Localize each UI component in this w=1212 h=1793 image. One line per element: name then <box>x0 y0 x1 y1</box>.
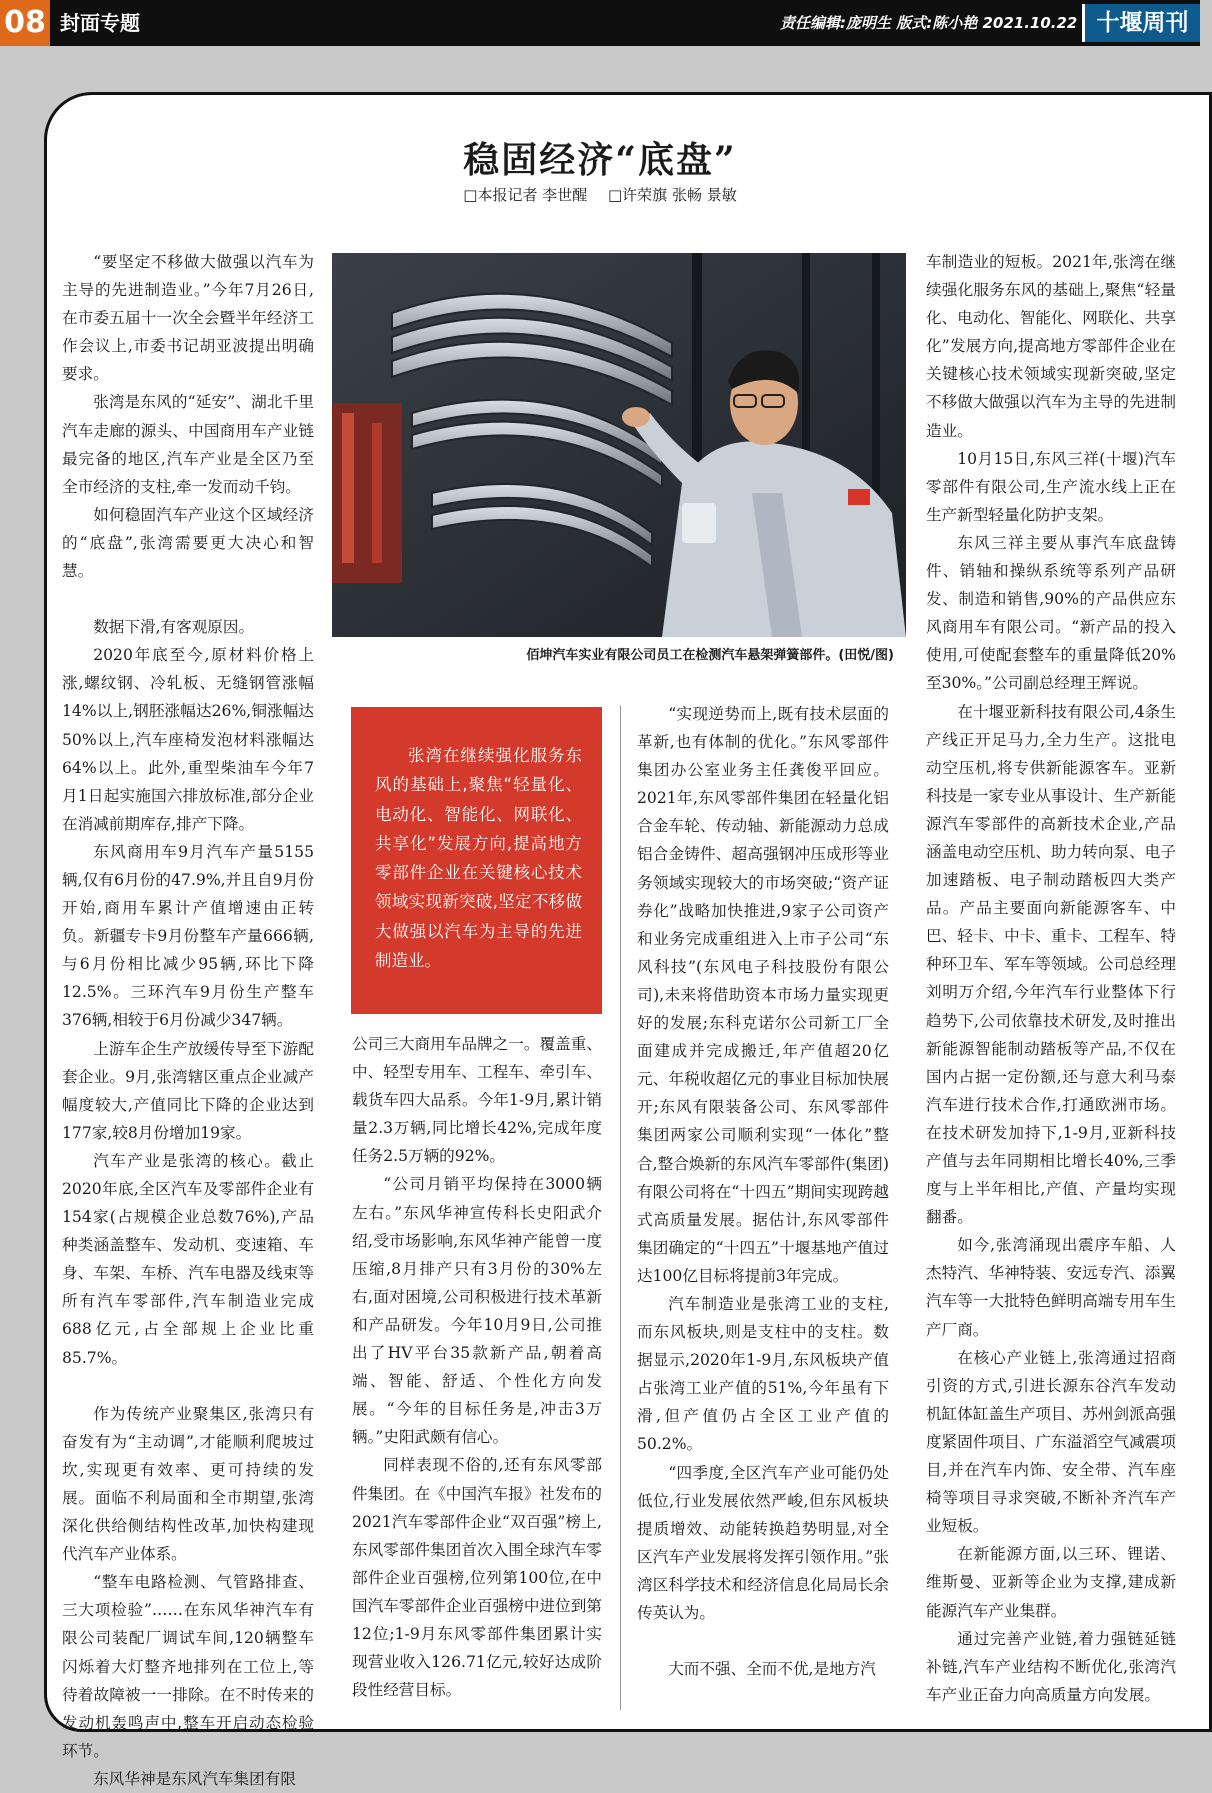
paragraph: 在核心产业链上,张湾通过招商引资的方式,引进长源东谷汽车发动机缸体缸盖生产项目、苏州剑派高强度紧固件项目、广东溢滔空气减震项目,并在汽车内饰、安全带、汽车座椅等项目寻求突破,不断补齐汽车产业短板。 <box>926 1348 1176 1536</box>
photo-caption: 佰坤汽车实业有限公司员工在检测汽车悬架弹簧部件。(田悦/图) <box>526 648 894 663</box>
paragraph: 数据下滑,有客观原因。 <box>93 618 255 637</box>
text-column-2 <box>352 1030 602 1704</box>
paragraph: “实现逆势而上,既有技术层面的革新,也有体制的优化。”东风零部件集团办公室业务主任龚俊平回应。2021年,东风零部件集团在轻量化铝合金车轮、传动轴、新能源动力总成铝合金铸件、超高强钢冲压成形等业务领域实现较大的市场突破;“资产证券化”战略加快推进,9家子公司资产和业务完成重组进入上市子公司“东风科技”(东风电子科技股份有限公司),未来将借助资本市场力量实现更好的发展;东科克诺尔公司新工厂全面建成并完成搬迁,年产值超20亿元、年税收超亿元的事业目标加快展开;东风有限装备公司、东风零部件集团两家公司顺利实现“一体化”整合,整合焕新的东风汽车零部件(集团)有限公司将在“十四五”期间实现跨越式高质量发展。据估计,东风零部件集团确定的“十四五”十堰基地产值过达100亿目标将提前3年完成。 <box>637 705 889 1285</box>
article-title: 稳固经济“底盘” <box>463 139 737 181</box>
paragraph: 在新能源方面,以三环、锂诺、维斯曼、亚新等企业为支撑,建成新能源汽车产业集群。 <box>926 1545 1176 1620</box>
paragraph: 汽车产业是张湾的核心。截止2020年底,全区汽车及零部件企业有154家(占规模企业总数76%),产品种类涵盖整车、发动机、变速箱、车身、车架、车桥、汽车电器及线束等所有汽车零部件,汽车制造业完成688亿元,占全部规上企业比重85.7%。 <box>62 1151 314 1367</box>
paragraph: 作为传统产业聚集区,张湾只有奋发有为“主动调”,才能顺利爬坡过坎,实现更有效率、更可持续的发展。面临不利局面和全市期望,张湾深化供给侧结构性改革,加快构建现代汽车产业体系。 <box>62 1404 314 1564</box>
pull-quote <box>351 707 602 1014</box>
paragraph: 汽车制造业是张湾工业的支柱,而东风板块,则是支柱中的支柱。数据显示,2020年1-9月,东风板块产值占张湾工业产值的51%,今年虽有下滑,但产值仍占全区工业产值的50.2%。 <box>637 1294 889 1454</box>
paragraph: 车制造业的短板。2021年,张湾在继续强化服务东风的基础上,聚焦“轻量化、电动化、智能化、网联化、共享化”发展方向,提高地方零部件企业在关键核心技术领域实现新突破,坚定不移做大做强以汽车为主导的先进制造业。 <box>926 253 1176 440</box>
paragraph: 2020年底至今,原材料价格上涨,螺纹钢、冷轧板、无缝钢管涨幅14%以上,钢胚涨幅达26%,铜涨幅达50%以上,汽车座椅发泡材料涨幅达64%以上。此外,重型柴油车今年7月1日起实施国六排放标准,部分企业在消减前期库存,排产下降。 <box>62 646 314 833</box>
masthead-label: 十堰周刊 <box>1096 9 1189 36</box>
page-number: 08 <box>0 0 50 46</box>
paragraph: 在十堰亚新科技有限公司,4条生产线正开足马力,全力生产。这批电动空压机,将专供新能源客车。亚新科技是一家专业从事设计、生产新能源汽车零部件的高新技术企业,产品涵盖电动空压机、助力转向泵、电子加速踏板、电子制动踏板四大类产品。产品主要面向新能源客车、中巴、轻卡、中卡、重卡、工程车、特种环卫车、军车等领域。公司总经理刘明万介绍,今年汽车行业整体下行趋势下,公司依靠技术研发,及时推出新能源智能制动踏板等产品,不仅在国内占据一定份额,还与意大利马泰汽车进行技术合作,打通欧洲市场。在技术研发加持下,1-9月,亚新科技产值与去年同期相比增长40%,三季度与上半年相比,产值、产量均实现翻番。 <box>926 702 1176 1227</box>
paragraph: “要坚定不移做大做强以汽车为主导的先进制造业。”今年7月26日,在市委五届十一次全会暨半年经济工作会议上,市委书记胡亚波提出明确要求。 <box>62 253 314 384</box>
masthead-logo <box>1082 4 1200 42</box>
paragraph: 公司三大商用车品牌之一。覆盖重、中、轻型专用车、工程车、牵引车、载货车四大品系。今年1-9月,累计销量2.3万辆,同比增长42%,完成年度任务2.5万辆的92%。 <box>352 1035 602 1166</box>
text-column-3 <box>637 700 889 1683</box>
factory-worker-image <box>332 253 906 637</box>
byline-contributors: □许荣旗 张畅 景敏 <box>608 186 737 204</box>
paragraph: 大而不强、全而不优,是地方汽 <box>668 1660 876 1679</box>
byline <box>0 184 1200 205</box>
paragraph: 如何稳固汽车产业这个区域经济的“底盘”,张湾需要更大决心和智慧。 <box>62 505 314 581</box>
text-column-4 <box>926 248 1176 1709</box>
paragraph: 同样表现不俗的,还有东风零部件集团。在《中国汽车报》社发布的2021汽车零部件企业“双百强”榜上,东风零部件集团首次入围全球汽车零部件企业百强榜,位列第100位,在中国汽车零部件企业百强榜中进位到第12位;1-9月东风零部件集团累计实现营业收入126.71亿元,较好达成阶段性经营目标。 <box>352 1456 602 1700</box>
byline-reporter: □本报记者 李世醒 <box>463 186 588 204</box>
paragraph: 上游车企生产放缓传导至下游配套企业。9月,张湾辖区重点企业减产幅度较大,产值同比下降的企业达到177家,较8月份增加19家。 <box>62 1039 314 1142</box>
paragraph: 东风商用车9月汽车产量5155辆,仅有6月份的47.9%,并且自9月份开始,商用车累计产值增速由正转负。新疆专卡9月份整车产量666辆,与6月份相比减少95辆,环比下降12.5%。三环汽车9月份生产整车376辆,相较于6月份减少347辆。 <box>62 842 314 1030</box>
column-divider <box>620 705 621 1710</box>
editor-credits: 责任编辑:庞明生 版式:陈小艳 2021.10.22 <box>780 14 1078 32</box>
paragraph: 东风华神是东风汽车集团有限 <box>93 1769 296 1788</box>
paragraph: “整车电路检测、气管路排查、三大项检验”……在东风华神汽车有限公司装配厂调试车间,120辆整车闪烁着大灯整齐地排列在工位上,等待着故障被一一排除。在不时传来的发动机轰鸣声中,整车开启动态检验环节。 <box>62 1573 314 1760</box>
pull-quote-text: 张湾在继续强化服务东风的基础上,聚焦“轻量化、电动化、智能化、网联化、共享化”发展方向,提高地方零部件企业在关键核心技术领域实现新突破,坚定不移做大做强以汽车为主导的先进制造业。 <box>375 746 582 971</box>
paragraph: 东风三祥主要从事汽车底盘铸件、销轴和操纵系统等系列产品研发、制造和销售,90%的产品供应东风商用车有限公司。“新产品的投入使用,可使配套整车的重量降低20%至30%。”公司副总经理王辉说。 <box>926 533 1176 693</box>
paragraph: “公司月销平均保持在3000辆左右。”东风华神宣传科长史阳武介绍,受市场影响,东风华神产能曾一度压缩,8月排产只有3月份的30%左右,面对困境,公司积极进行技术革新和产品研发。今年10月9日,公司推出了HV平台35款新产品,朝着高端、智能、舒适、个性化方向发展。“今年的目标任务是,冲击3万辆。”史阳武颇有信心。 <box>352 1175 602 1447</box>
paragraph: 通过完善产业链,着力强链延链补链,汽车产业结构不断优化,张湾汽车产业正奋力向高质量方向发展。 <box>926 1629 1176 1704</box>
paragraph: 张湾是东风的“延安”、湖北千里汽车走廊的源头、中国商用车产业链最完备的地区,汽车产业是全区乃至全市经济的支柱,牵一发而动千钧。 <box>62 393 314 496</box>
section-title: 封面专题 <box>60 11 140 35</box>
article-photo <box>332 253 906 637</box>
paragraph: 如今,张湾涌现出震序车船、人杰特汽、华神特装、安远专汽、添翼汽车等一大批特色鲜明高端专用车生产厂商。 <box>926 1236 1176 1339</box>
paragraph: “四季度,全区汽车产业可能仍处低位,行业发展依然严峻,但东风板块提质增效、动能转换趋势明显,对全区汽车产业发展将发挥引领作用。”张湾区科学技术和经济信息化局局长余传英认为。 <box>637 1463 889 1622</box>
header-bar <box>0 0 1200 46</box>
text-column-1 <box>62 248 314 1793</box>
paragraph: 10月15日,东风三祥(十堰)汽车零部件有限公司,生产流水线上正在生产新型轻量化防护支架。 <box>926 449 1176 524</box>
